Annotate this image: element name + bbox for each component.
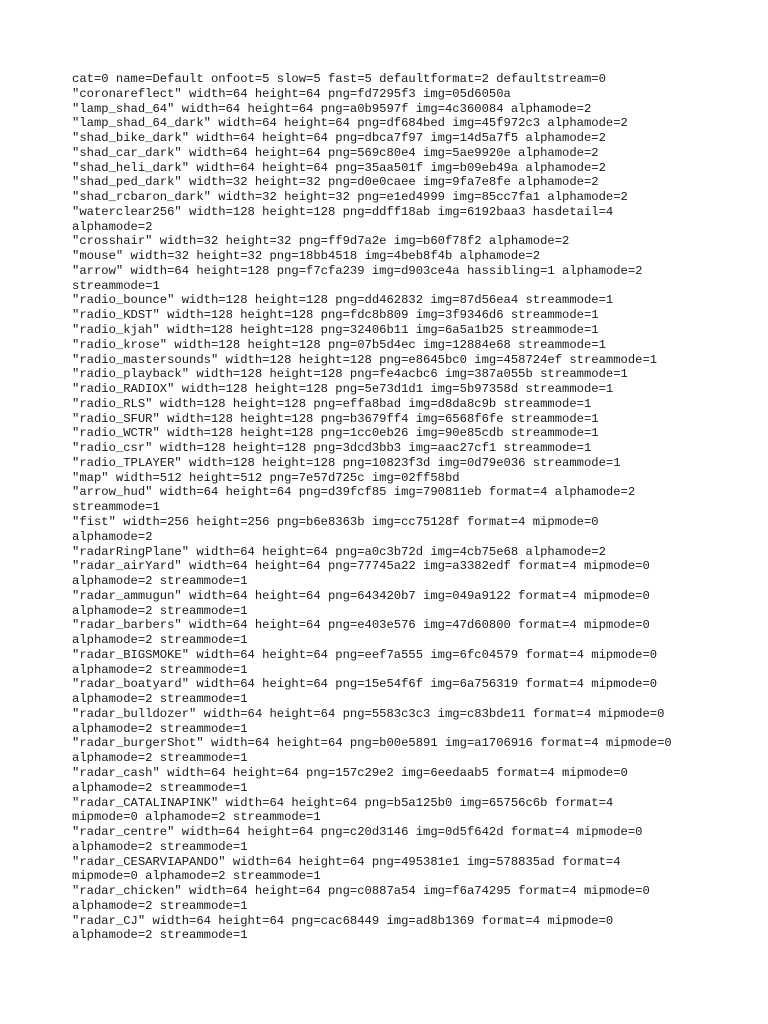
document-line: alphamode=2 streammode=1 — [72, 898, 248, 913]
document-line: alphamode=2 streammode=1 — [72, 633, 248, 648]
document-line: "mouse" width=32 height=32 png=18bb4518 img=4beb8f4b alphamode=2 — [72, 249, 541, 264]
document-line: "radio_bounce" width=128 height=128 png=dd462832 img=87d56ea4 streammode=1 — [72, 293, 614, 308]
document-line: "radarRingPlane" width=64 height=64 png=a0c3b72d img=4cb75e68 alphamode=2 — [72, 544, 606, 559]
document-line: "shad_rcbaron_dark" width=32 height=32 png=e1ed4999 img=85cc7fa1 alphamode=2 — [72, 190, 628, 205]
document-line: "lamp_shad_64_dark" width=64 height=64 png=df684bed img=45f972c3 alphamode=2 — [72, 116, 628, 131]
document-line: "radar_cash" width=64 height=64 png=157c29e2 img=6eedaab5 format=4 mipmode=0 — [72, 765, 628, 780]
document-text — [72, 72, 712, 943]
document-line: alphamode=2 streammode=1 — [72, 662, 248, 677]
document-line: "coronareflect" width=64 height=64 png=fd7295f3 img=05d6050a — [72, 86, 511, 101]
document-line: "arrow_hud" width=64 height=64 png=d39fcf85 img=790811eb format=4 alphamode=2 — [72, 485, 636, 500]
document-line: "radio_TPLAYER" width=128 height=128 png=10823f3d img=0d79e036 streammode=1 — [72, 455, 621, 470]
document-line: "radio_WCTR" width=128 height=128 png=1cc0eb26 img=90e85cdb streammode=1 — [72, 426, 599, 441]
document-line: alphamode=2 streammode=1 — [72, 839, 248, 854]
document-line: alphamode=2 — [72, 529, 153, 544]
document-line: cat=0 name=Default onfoot=5 slow=5 fast=5 defaultformat=2 defaultstream=0 — [72, 72, 606, 86]
document-line: streammode=1 — [72, 500, 160, 515]
document-line: "radar_centre" width=64 height=64 png=c20d3146 img=0d5f642d format=4 mipmode=0 — [72, 825, 643, 840]
document-line: alphamode=2 streammode=1 — [72, 928, 248, 943]
document-line: "radar_ammugun" width=64 height=64 png=643420b7 img=049a9122 format=4 mipmode=0 — [72, 588, 650, 603]
document-line: alphamode=2 streammode=1 — [72, 721, 248, 736]
document-line: "radio_kjah" width=128 height=128 png=32406b11 img=6a5a1b25 streammode=1 — [72, 323, 599, 338]
document-line: "radar_CATALINAPINK" width=64 height=64 png=b5a125b0 img=65756c6b format=4 — [72, 795, 614, 810]
document-line: alphamode=2 streammode=1 — [72, 780, 248, 795]
document-line: "radar_burgerShot" width=64 height=64 png=b00e5891 img=a1706916 format=4 mipmode=0 — [72, 736, 672, 751]
document-line: mipmode=0 alphamode=2 streammode=1 — [72, 869, 321, 884]
document-line: "radio_SFUR" width=128 height=128 png=b3679ff4 img=6568f6fe streammode=1 — [72, 411, 599, 426]
document-line: "radar_barbers" width=64 height=64 png=e403e576 img=47d60800 format=4 mipmode=0 — [72, 618, 650, 633]
document-line: "radio_krose" width=128 height=128 png=07b5d4ec img=12884e68 streammode=1 — [72, 337, 606, 352]
document-line: streammode=1 — [72, 278, 160, 293]
document-line: "radio_playback" width=128 height=128 png=fe4acbc6 img=387a055b streammode=1 — [72, 367, 628, 382]
document-line: "shad_ped_dark" width=32 height=32 png=d0e0caee img=9fa7e8fe alphamode=2 — [72, 175, 599, 190]
document-line: "radar_CJ" width=64 height=64 png=cac68449 img=ad8b1369 format=4 mipmode=0 — [72, 913, 614, 928]
document-line: "waterclear256" width=128 height=128 png=ddff18ab img=6192baa3 hasdetail=4 — [72, 204, 614, 219]
document-line: "shad_car_dark" width=64 height=64 png=569c80e4 img=5ae9920e alphamode=2 — [72, 145, 599, 160]
document-line: "radar_BIGSMOKE" width=64 height=64 png=eef7a555 img=6fc04579 format=4 mipmode=0 — [72, 647, 658, 662]
document-line: "fist" width=256 height=256 png=b6e8363b img=cc75128f format=4 mipmode=0 — [72, 514, 599, 529]
document-line: "radio_mastersounds" width=128 height=128 png=e8645bc0 img=458724ef streammode=1 — [72, 352, 658, 367]
document-line: "radar_boatyard" width=64 height=64 png=15e54f6f img=6a756319 format=4 mipmode=0 — [72, 677, 658, 692]
document-line: alphamode=2 streammode=1 — [72, 603, 248, 618]
document-line: alphamode=2 streammode=1 — [72, 574, 248, 589]
document-line: "radio_RADIOX" width=128 height=128 png=5e73d1d1 img=5b97358d streammode=1 — [72, 382, 614, 397]
document-line: "radio_KDST" width=128 height=128 png=fdc8b809 img=3f9346d6 streammode=1 — [72, 308, 599, 323]
document-line: "radio_csr" width=128 height=128 png=3dcd3bb3 img=aac27cf1 streammode=1 — [72, 441, 592, 456]
document-line: alphamode=2 streammode=1 — [72, 692, 248, 707]
document-line: mipmode=0 alphamode=2 streammode=1 — [72, 810, 321, 825]
document-line: "shad_bike_dark" width=64 height=64 png=dbca7f97 img=14d5a7f5 alphamode=2 — [72, 131, 606, 146]
document-line: alphamode=2 streammode=1 — [72, 751, 248, 766]
document-line: "crosshair" width=32 height=32 png=ff9d7a2e img=b60f78f2 alphamode=2 — [72, 234, 570, 249]
document-line: "radio_RLS" width=128 height=128 png=effa8bad img=d8da8c9b streammode=1 — [72, 396, 592, 411]
document-line: "radar_chicken" width=64 height=64 png=c0887a54 img=f6a74295 format=4 mipmode=0 — [72, 884, 650, 899]
document-line: "radar_airYard" width=64 height=64 png=77745a22 img=a3382edf format=4 mipmode=0 — [72, 559, 650, 574]
document-line: "shad_heli_dark" width=64 height=64 png=35aa501f img=b09eb49a alphamode=2 — [72, 160, 606, 175]
document-line: "lamp_shad_64" width=64 height=64 png=a0b9597f img=4c360084 alphamode=2 — [72, 101, 592, 116]
document-line: "radar_bulldozer" width=64 height=64 png=5583c3c3 img=c83bde11 format=4 mipmode=0 — [72, 706, 665, 721]
document-line: "map" width=512 height=512 png=7e57d725c img=02ff58bd — [72, 470, 460, 485]
document-line: alphamode=2 — [72, 219, 153, 234]
document-line: "radar_CESARVIAPANDO" width=64 height=64 png=495381e1 img=578835ad format=4 — [72, 854, 621, 869]
document-line: "arrow" width=64 height=128 png=f7cfa239 img=d903ce4a hassibling=1 alphamode=2 — [72, 263, 643, 278]
